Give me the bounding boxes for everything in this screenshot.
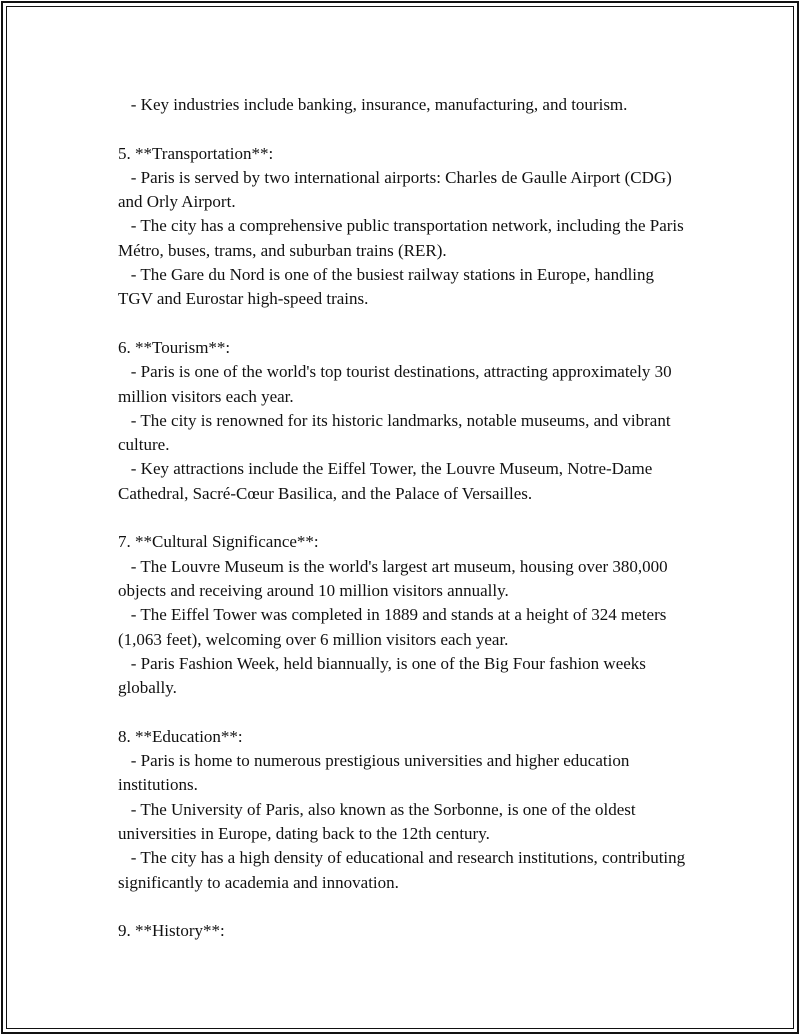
bullet-item: - The Eiffel Tower was completed in 1889 and stands at a height of 324 meters (1,063 feet), welcoming over 6 million visitors each year. (118, 605, 671, 649)
paragraph-spacer (118, 117, 688, 141)
section-heading: 5. **Transportation**: (118, 143, 274, 163)
paragraph-spacer (118, 506, 688, 530)
section-heading: 8. **Education**: (118, 726, 243, 746)
bullet-item: - The University of Paris, also known as the Sorbonne, is one of the oldest universities in Europe, dating back to the 12th century. (118, 799, 640, 843)
paragraph-spacer (118, 700, 688, 724)
bullet-item: - The Gare du Nord is one of the busiest railway stations in Europe, handling TGV and Eurostar high-speed trains. (118, 265, 658, 309)
bullet-item: - Paris is home to numerous prestigious universities and higher education institutions. (118, 751, 634, 795)
bullet-item: - Key attractions include the Eiffel Tower, the Louvre Museum, Notre-Dame Cathedral, Sacré-Cœur Basilica, and the Palace of Versailles. (118, 459, 657, 503)
bullet-item: - Key industries include banking, insurance, manufacturing, and tourism. (118, 95, 628, 114)
bullet-item: - The city has a high density of educational and research institutions, contributing significantly to academia and innovation. (118, 848, 690, 892)
bullet-item: - Paris is one of the world's top tourist destinations, attracting approximately 30 million visitors each year. (118, 362, 676, 406)
paragraph-spacer (118, 312, 688, 336)
section-heading: 6. **Tourism**: (118, 337, 231, 357)
bullet-item: - Paris is served by two international airports: Charles de Gaulle Airport (CDG) and Orly Airport. (118, 167, 677, 212)
section-heading: 7. **Cultural Significance**: (118, 532, 319, 552)
bullet-item: - The city has a comprehensive public transportation network, including the Paris Métro, buses, trams, and suburban trains (RER). (118, 216, 688, 260)
bullet-item: - Paris Fashion Week, held biannually, is one of the Big Four fashion weeks globally. (118, 653, 651, 698)
section-heading: 9. **History**: (118, 921, 225, 941)
document-body (118, 93, 688, 943)
paragraph-spacer (118, 895, 688, 919)
bullet-item: - The city is renowned for its historic landmarks, notable museums, and vibrant culture. (118, 410, 675, 455)
bullet-item: - The Louvre Museum is the world's largest art museum, housing over 380,000 objects and receiving around 10 million visitors annually. (118, 556, 672, 600)
